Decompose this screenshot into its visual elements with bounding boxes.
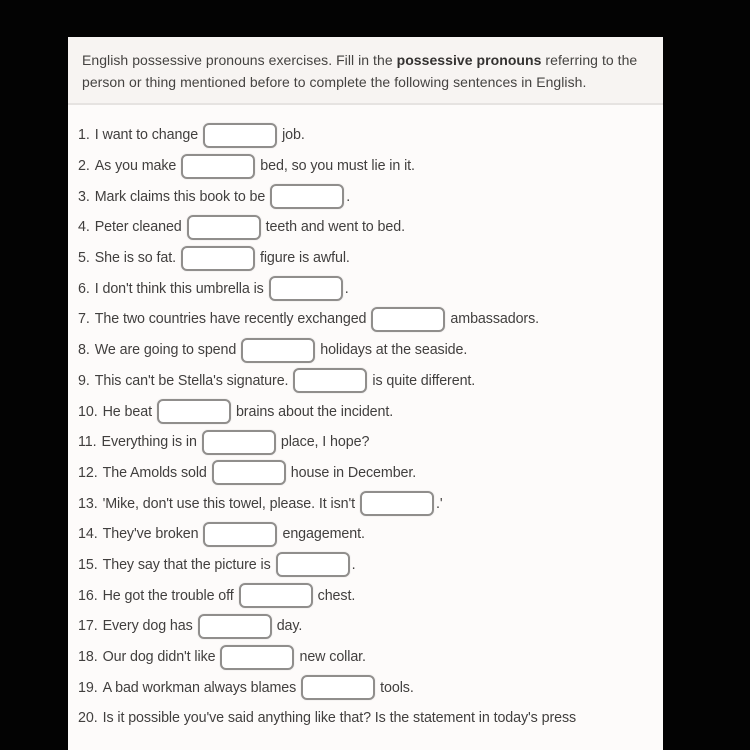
sentence-before: They say that the picture is: [102, 556, 271, 573]
sentence-before: A bad workman always blames: [102, 679, 297, 696]
sentence-after: ambassadors.: [450, 311, 540, 328]
sentence-after: .': [436, 495, 443, 512]
row-number: 3.: [78, 188, 90, 205]
sentence-before: They've broken: [102, 526, 199, 543]
sentence-before: He got the trouble off: [102, 587, 234, 604]
sentence-before: As you make: [94, 158, 177, 175]
answer-input[interactable]: [181, 246, 255, 271]
answer-input[interactable]: [270, 184, 344, 209]
instructions-text-bold: possessive pronouns: [396, 52, 542, 68]
sentence-after: figure is awful.: [259, 250, 350, 267]
exercise-row: [78, 366, 657, 397]
exercise-row: [78, 181, 657, 212]
answer-input[interactable]: [269, 276, 343, 301]
sentence-after: .: [344, 280, 349, 297]
exercise-row: [78, 120, 657, 151]
exercise-row: [78, 304, 657, 335]
sentence-after: teeth and went to bed.: [265, 219, 405, 236]
row-number: 5.: [78, 250, 90, 267]
row-number: 7.: [78, 311, 90, 328]
sentence-before: This can't be Stella's signature.: [94, 372, 289, 389]
row-number: 2.: [78, 158, 90, 175]
sentence-after: day.: [276, 618, 303, 635]
answer-input[interactable]: [181, 154, 255, 179]
row-number: 15.: [78, 556, 98, 573]
sentence-before: Mark claims this book to be: [94, 188, 266, 205]
sentence-after: is quite different.: [372, 372, 476, 389]
sentence-before: I want to change: [94, 127, 199, 144]
exercise-row: [78, 212, 657, 243]
exercise-row: [78, 488, 657, 519]
answer-input[interactable]: [371, 307, 445, 332]
row-number: 9.: [78, 372, 90, 389]
instructions-text-pre: English possessive pronouns exercises. Fill in the: [82, 52, 397, 68]
exercise-row: [78, 427, 657, 458]
answer-input[interactable]: [157, 399, 231, 424]
sentence-before: The Amolds sold: [102, 464, 207, 481]
answer-input[interactable]: [202, 430, 276, 455]
row-number: 16.: [78, 587, 98, 604]
exercise-row: [78, 273, 657, 304]
exercise-row: [78, 335, 657, 366]
row-number: 18.: [78, 649, 98, 666]
answer-input[interactable]: [198, 614, 272, 639]
exercise-row: [78, 611, 657, 642]
instructions-text-post: referring to the person or thing mentioned before to complete the following sentences in English.: [82, 52, 638, 90]
sentence-before: She is so fat.: [94, 250, 176, 267]
exercise-row: [78, 672, 657, 703]
answer-input[interactable]: [203, 123, 277, 148]
sentence-before: Every dog has: [102, 618, 193, 635]
sentence-before: Everything is in: [101, 434, 197, 451]
sentence-after: engagement.: [282, 526, 365, 543]
answer-input[interactable]: [276, 552, 350, 577]
sentence-after: new collar.: [299, 649, 366, 666]
worksheet-page: [68, 37, 663, 750]
exercise-row: [78, 703, 657, 734]
row-number: 14.: [78, 526, 98, 543]
exercise-row: [78, 396, 657, 427]
exercise-row: [78, 458, 657, 489]
row-number: 1.: [78, 127, 90, 144]
sentence-after: house in December.: [290, 464, 417, 481]
sentence-after: .: [351, 556, 356, 573]
sentence-before: I don't think this umbrella is: [94, 280, 264, 297]
row-number: 13.: [78, 495, 98, 512]
exercise-row: [78, 550, 657, 581]
row-number: 19.: [78, 679, 98, 696]
row-number: 20.: [78, 710, 98, 727]
answer-input[interactable]: [360, 491, 434, 516]
answer-input[interactable]: [239, 583, 313, 608]
answer-input[interactable]: [241, 338, 315, 363]
exercise-list: [68, 105, 663, 734]
row-number: 8.: [78, 342, 90, 359]
sentence-after: chest.: [317, 587, 356, 604]
exercise-row: [78, 580, 657, 611]
row-number: 10.: [78, 403, 98, 420]
row-number: 12.: [78, 464, 98, 481]
row-number: 4.: [78, 219, 90, 236]
row-number: 6.: [78, 280, 90, 297]
answer-input[interactable]: [301, 675, 375, 700]
instructions: [68, 37, 663, 105]
sentence-after: tools.: [380, 679, 414, 696]
exercise-row: [78, 243, 657, 274]
answer-input[interactable]: [212, 460, 286, 485]
answer-input[interactable]: [203, 522, 277, 547]
sentence-before: He beat: [102, 403, 152, 420]
answer-input[interactable]: [187, 215, 261, 240]
sentence-after: place, I hope?: [280, 434, 370, 451]
sentence-before: Peter cleaned: [94, 219, 182, 236]
sentence-before: Is it possible you've said anything like that? Is the statement in today's press: [102, 710, 577, 727]
row-number: 17.: [78, 618, 98, 635]
exercise-row: [78, 519, 657, 550]
sentence-after: job.: [282, 127, 305, 144]
sentence-after: .: [346, 188, 351, 205]
row-number: 11.: [78, 434, 97, 451]
answer-input[interactable]: [220, 645, 294, 670]
answer-input[interactable]: [293, 368, 367, 393]
sentence-before: Our dog didn't like: [102, 649, 216, 666]
sentence-after: holidays at the seaside.: [320, 342, 468, 359]
sentence-before: We are going to spend: [94, 342, 237, 359]
sentence-after: bed, so you must lie in it.: [260, 158, 415, 175]
sentence-before: The two countries have recently exchanged: [94, 311, 367, 328]
exercise-row: [78, 642, 657, 673]
sentence-after: brains about the incident.: [235, 403, 394, 420]
exercise-row: [78, 151, 657, 182]
sentence-before: 'Mike, don't use this towel, please. It isn't: [102, 495, 355, 512]
